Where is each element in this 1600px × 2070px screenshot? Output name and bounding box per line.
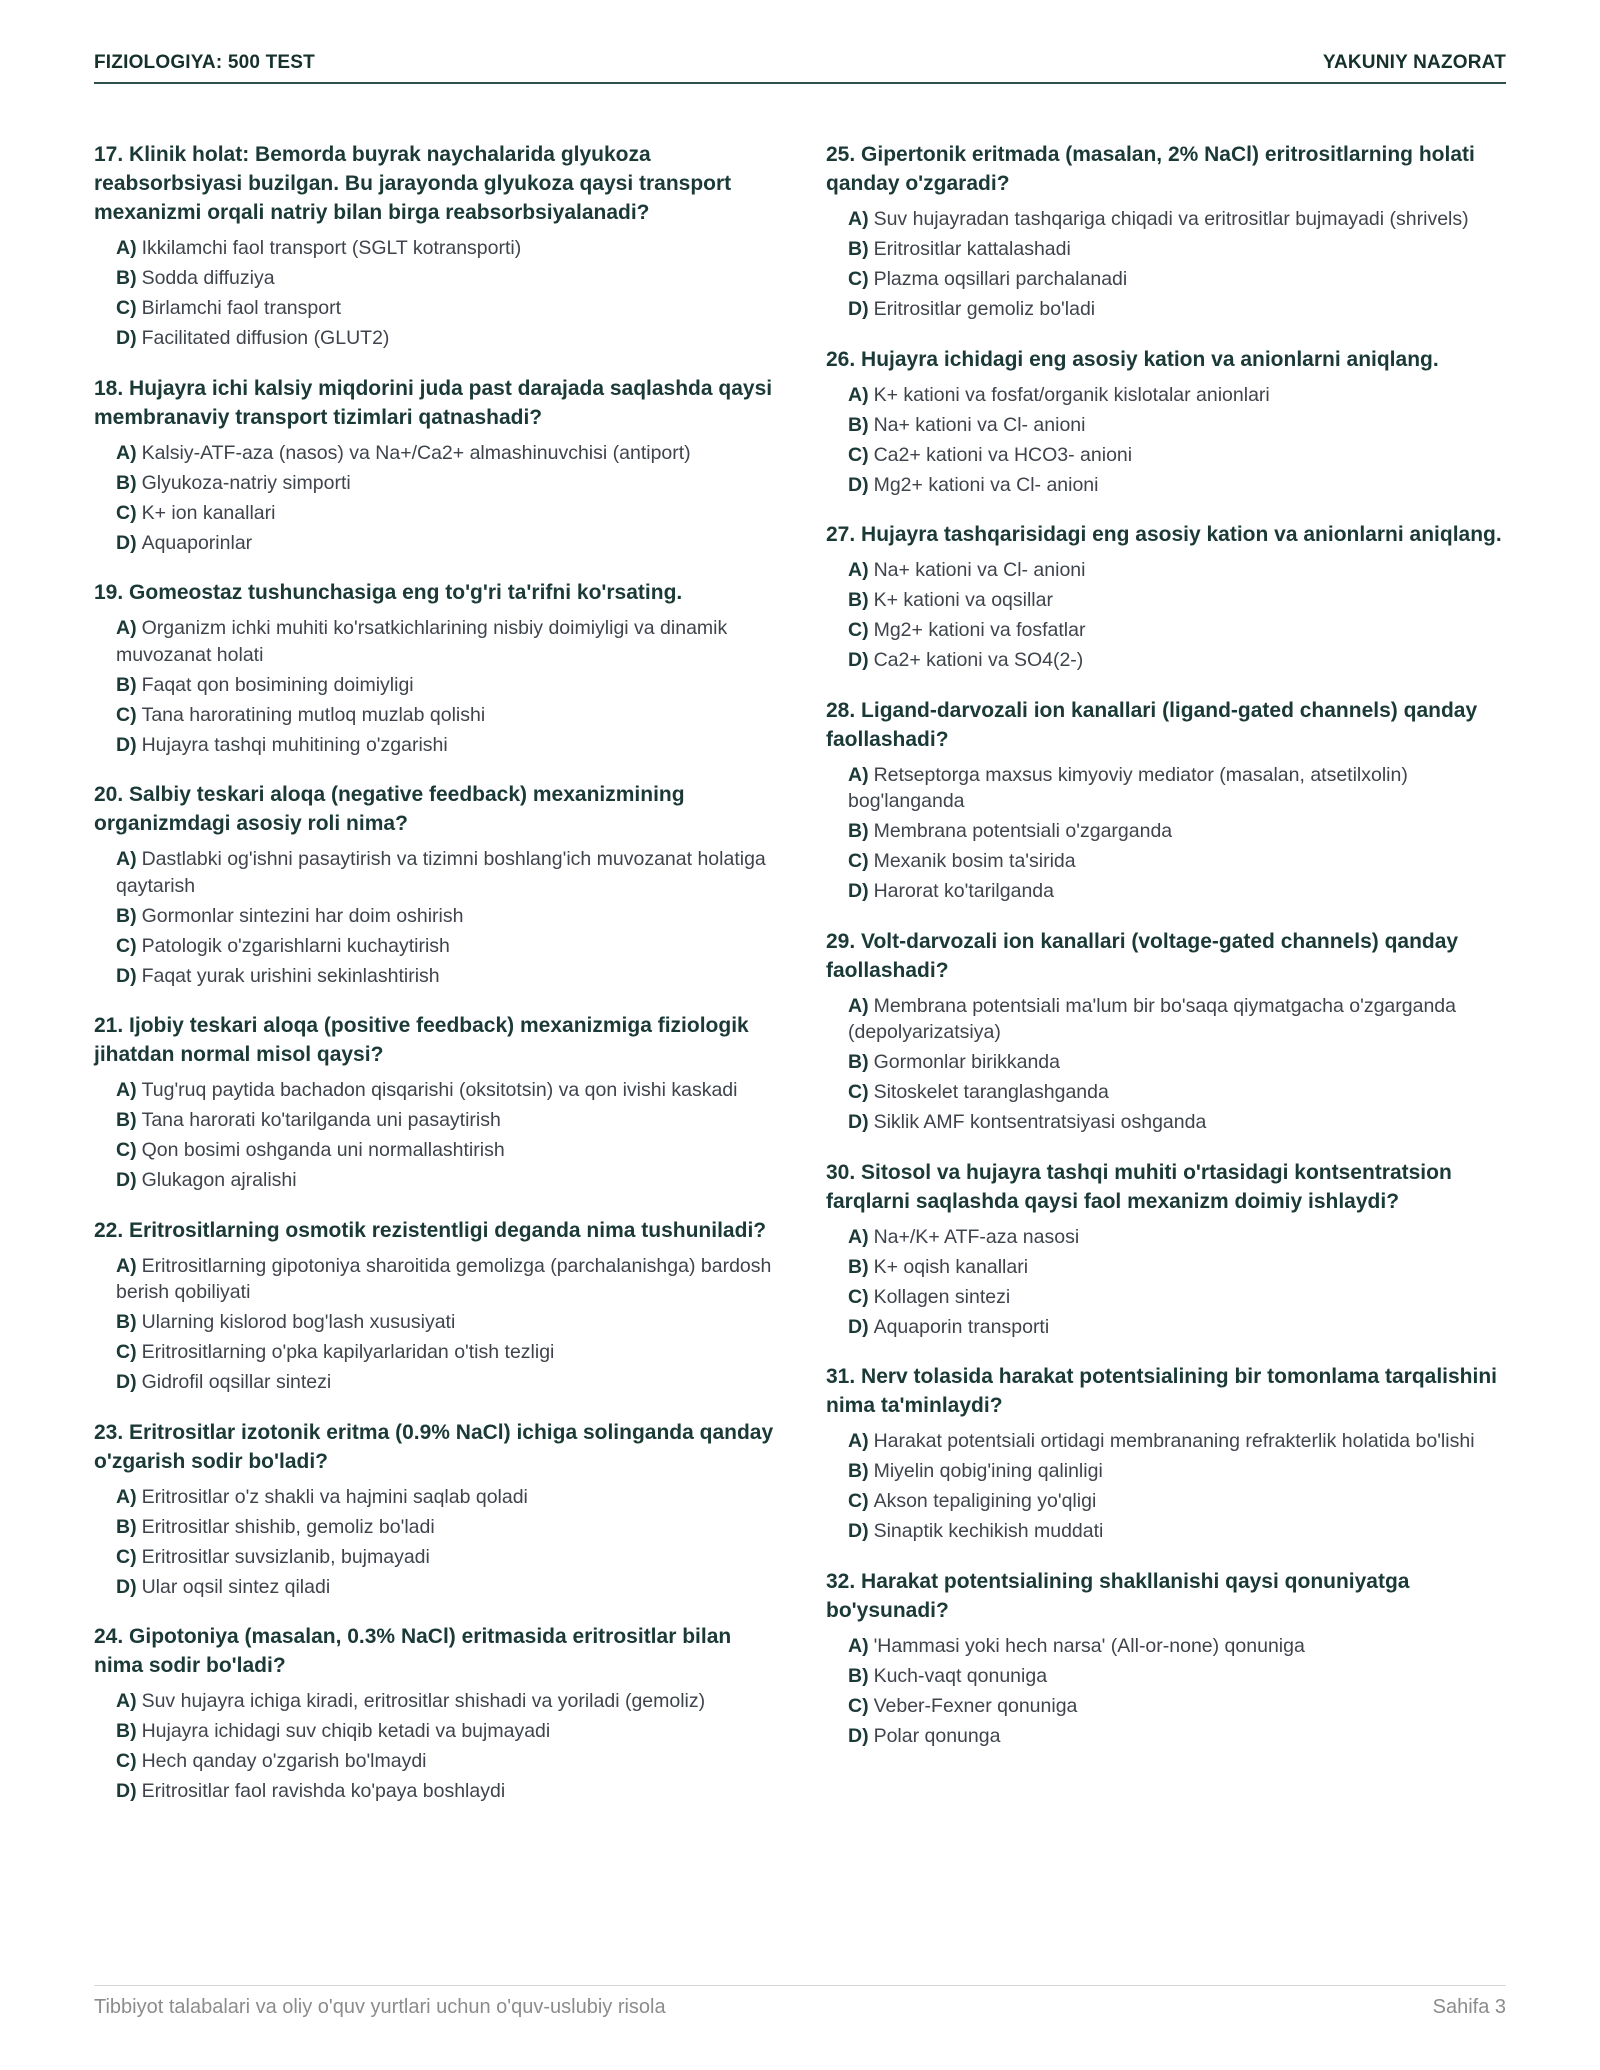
option-letter: B)	[848, 1051, 869, 1073]
answer-option	[826, 587, 1516, 614]
option-letter: A)	[116, 441, 137, 464]
option-text: K+ kationi va fosfat/organik kislotalar anionlari	[873, 383, 1270, 406]
page-footer	[94, 1985, 1506, 2019]
answer-option	[826, 1284, 1516, 1311]
answer-option	[94, 672, 784, 699]
option-text: Retseptorga maxsus kimyoviy mediator (masalan, atsetilxolin) bog'langanda	[848, 763, 1408, 812]
header-section: YAKUNIY NAZORAT	[1322, 52, 1506, 73]
answer-option	[826, 382, 1516, 409]
option-letter: D)	[116, 964, 137, 987]
option-letter: A)	[116, 617, 137, 639]
question-title: 29. Volt-darvozali ion kanallari (voltage-gated channels) qanday faollashadi?	[826, 929, 1459, 982]
option-text: Kuch-vaqt qonuniga	[873, 1664, 1048, 1687]
option-letter: D)	[116, 1169, 137, 1191]
answer-option	[826, 557, 1516, 584]
answer-option	[826, 1079, 1516, 1106]
option-letter: D)	[116, 1575, 137, 1598]
option-letter: A)	[848, 383, 869, 406]
answer-option	[94, 1309, 784, 1336]
option-text: Glukagon ajralishi	[141, 1169, 297, 1191]
answer-option	[826, 206, 1516, 233]
option-letter: D)	[848, 1724, 869, 1747]
option-text: Suv hujayradan tashqariga chiqadi va eritrositlar bujmayadi (shrivels)	[873, 208, 1469, 230]
answer-option	[826, 236, 1516, 263]
option-letter: D)	[116, 531, 137, 554]
answer-option	[826, 848, 1516, 875]
answer-option	[94, 732, 784, 759]
answer-option	[826, 1109, 1516, 1136]
question-title: 31. Nerv tolasida harakat potentsialining bir tomonlama tarqalishini nima ta'minlaydi?	[826, 1365, 1497, 1417]
question-block	[826, 1362, 1516, 1545]
question-title: 24. Gipotoniya (masalan, 0.3% NaCl) eritmasida eritrositlar bilan nima sodir bo'ladi?	[94, 1625, 732, 1677]
option-text: Hujayra tashqi muhitining o'zgarishi	[141, 733, 448, 756]
answer-option	[826, 1314, 1516, 1341]
option-letter: B)	[848, 1460, 869, 1482]
option-text: Kalsiy-ATF-aza (nasos) va Na+/Ca2+ almashinuvchisi (antiport)	[141, 441, 691, 464]
option-letter: C)	[116, 1341, 137, 1363]
option-text: Eritrositlar kattalashadi	[873, 238, 1071, 260]
option-letter: D)	[116, 733, 137, 756]
page-header	[94, 52, 1506, 84]
option-letter: C)	[116, 501, 137, 524]
option-letter: B)	[848, 413, 869, 436]
option-letter: D)	[848, 298, 869, 320]
option-letter: A)	[848, 208, 869, 230]
answer-option	[826, 296, 1516, 323]
option-text: Na+ kationi va Cl- anioni	[873, 559, 1086, 581]
option-letter: B)	[116, 673, 137, 696]
option-text: Glyukoza-natriy simporti	[141, 471, 351, 494]
option-letter: C)	[116, 934, 137, 957]
option-letter: D)	[848, 880, 869, 902]
option-text: Akson tepaligining yo'qligi	[873, 1490, 1097, 1512]
option-text: Tug'ruq paytida bachadon qisqarishi (oksitotsin) va qon ivishi kaskadi	[141, 1079, 738, 1101]
option-text: Eritrositlarning o'pka kapilyarlaridan o'tish tezligi	[141, 1341, 555, 1363]
answer-option	[94, 470, 784, 497]
answer-option	[826, 1224, 1516, 1251]
answer-option	[826, 1254, 1516, 1281]
option-text: Plazma oqsillari parchalanadi	[873, 268, 1128, 290]
page-number: Sahifa 3	[1432, 1996, 1506, 2018]
option-text: Kollagen sintezi	[873, 1285, 1011, 1308]
option-letter: D)	[848, 1315, 869, 1338]
option-letter: A)	[848, 1634, 869, 1657]
question-title: 18. Hujayra ichi kalsiy miqdorini juda past darajada saqlashda qaysi membranaviy transport tizimlari qatnashadi?	[94, 376, 773, 429]
option-letter: D)	[848, 473, 869, 496]
answer-option	[94, 702, 784, 729]
question-block	[826, 1567, 1516, 1750]
answer-option	[94, 933, 784, 960]
question-block	[94, 140, 784, 352]
answer-option	[94, 325, 784, 352]
option-letter: C)	[848, 1694, 869, 1717]
option-letter: C)	[848, 1490, 869, 1512]
answer-option	[94, 1514, 784, 1541]
answer-option	[826, 993, 1516, 1046]
option-text: Hech qanday o'zgarish bo'lmaydi	[141, 1750, 427, 1772]
option-text: Na+ kationi va Cl- anioni	[873, 413, 1086, 436]
option-text: Veber-Fexner qonuniga	[873, 1694, 1078, 1717]
option-text: Tana harorati ko'tarilganda uni pasaytirish	[141, 1109, 501, 1131]
answer-option	[94, 265, 784, 292]
option-text: Mg2+ kationi va fosfatlar	[873, 619, 1086, 641]
option-text: Sitoskelet taranglashganda	[873, 1081, 1109, 1103]
left-column	[94, 140, 784, 1827]
option-letter: B)	[116, 471, 137, 494]
option-letter: C)	[848, 1081, 869, 1103]
option-letter: C)	[116, 297, 137, 319]
answer-option	[94, 846, 784, 899]
option-text: Membrana potentsiali ma'lum bir bo'saqa qiymatgacha o'zgarganda (depolyarizatsiya)	[848, 994, 1456, 1043]
answer-option	[826, 617, 1516, 644]
option-letter: A)	[116, 1079, 137, 1101]
option-letter: A)	[848, 763, 869, 786]
answer-option	[826, 266, 1516, 293]
answer-option	[826, 1488, 1516, 1515]
option-text: Eritrositlar suvsizlanib, bujmayadi	[141, 1545, 430, 1568]
option-letter: A)	[848, 1430, 869, 1452]
option-letter: B)	[116, 1109, 137, 1131]
option-text: Eritrositlar faol ravishda ko'paya boshlaydi	[141, 1780, 506, 1802]
answer-option	[94, 1574, 784, 1601]
option-text: Eritrositlar o'z shakli va hajmini saqlab qoladi	[141, 1485, 528, 1508]
answer-option	[94, 1369, 784, 1396]
answer-option	[826, 1428, 1516, 1455]
answer-option	[94, 1484, 784, 1511]
option-text: Gormonlar birikkanda	[873, 1051, 1060, 1073]
option-letter: C)	[848, 268, 869, 290]
answer-option	[94, 530, 784, 557]
option-letter: D)	[116, 1780, 137, 1802]
option-letter: B)	[116, 267, 137, 289]
answer-option	[94, 1544, 784, 1571]
option-letter: A)	[848, 559, 869, 581]
option-text: Ular oqsil sintez qiladi	[141, 1575, 331, 1598]
answer-option	[94, 1778, 784, 1805]
answer-option	[826, 1663, 1516, 1690]
footer-text: Tibbiyot talabalari va oliy o'quv yurtlari uchun o'quv-uslubiy risola	[94, 1996, 666, 2018]
answer-option	[94, 235, 784, 262]
question-block	[826, 696, 1516, 905]
answer-option	[826, 647, 1516, 674]
option-text: Tana haroratining mutloq muzlab qolishi	[141, 703, 486, 726]
option-text: Hujayra ichidagi suv chiqib ketadi va bujmayadi	[141, 1720, 551, 1742]
option-letter: B)	[848, 589, 869, 611]
answer-option	[826, 762, 1516, 815]
question-block	[94, 780, 784, 989]
option-text: Faqat yurak urishini sekinlashtirish	[141, 964, 440, 987]
option-letter: D)	[116, 327, 137, 349]
option-text: Patologik o'zgarishlarni kuchaytirish	[141, 934, 450, 957]
option-text: Faqat qon bosimining doimiyligi	[141, 673, 414, 696]
option-letter: A)	[116, 1254, 137, 1277]
answer-option	[94, 1253, 784, 1306]
option-letter: B)	[116, 1311, 137, 1333]
answer-option	[94, 1107, 784, 1134]
option-letter: C)	[116, 703, 137, 726]
question-title: 27. Hujayra tashqarisidagi eng asosiy kation va anionlarni aniqlang.	[826, 523, 1502, 546]
option-letter: B)	[116, 1720, 137, 1742]
question-title: 20. Salbiy teskari aloqa (negative feedback) mexanizmining organizmdagi asosiy roli nima?	[94, 783, 685, 835]
question-title: 23. Eritrositlar izotonik eritma (0.9% NaCl) ichiga solinganda qanday o'zgarish sodir bo'ladi?	[94, 1420, 774, 1473]
answer-option	[826, 472, 1516, 499]
answer-option	[94, 1137, 784, 1164]
answer-option	[94, 1718, 784, 1745]
option-letter: A)	[116, 237, 137, 259]
option-letter: B)	[848, 1255, 869, 1278]
option-text: Membrana potentsiali o'zgarganda	[873, 820, 1173, 842]
question-block	[94, 578, 784, 758]
question-title: 19. Gomeostaz tushunchasiga eng to'g'ri ta'rifni ko'rsating.	[94, 581, 683, 604]
right-column	[826, 140, 1516, 1771]
option-text: Eritrositlar shishib, gemoliz bo'ladi	[141, 1515, 435, 1538]
answer-option	[94, 295, 784, 322]
answer-option	[94, 440, 784, 467]
answer-option	[826, 1049, 1516, 1076]
option-letter: B)	[116, 904, 137, 927]
answer-option	[94, 963, 784, 990]
answer-option	[94, 903, 784, 930]
answer-option	[826, 442, 1516, 469]
question-title: 25. Gipertonik eritmada (masalan, 2% NaCl) eritrositlarning holati qanday o'zgaradi?	[826, 143, 1475, 195]
answer-option	[826, 878, 1516, 905]
option-text: Ca2+ kationi va HCO3- anioni	[873, 443, 1133, 466]
option-text: Organizm ichki muhiti ko'rsatkichlarining nisbiy doimiyligi va dinamik muvozanat holati	[116, 617, 728, 666]
option-text: Aquaporinlar	[141, 531, 253, 554]
answer-option	[94, 1688, 784, 1715]
answer-option	[826, 1693, 1516, 1720]
option-text: Siklik AMF kontsentratsiyasi oshganda	[873, 1111, 1207, 1133]
option-text: Harakat potentsiali ortidagi membrananing refrakterlik holatida bo'lishi	[873, 1430, 1475, 1452]
question-title: 32. Harakat potentsialining shakllanishi qaysi qonuniyatga bo'ysunadi?	[826, 1569, 1410, 1622]
question-title: 17. Klinik holat: Bemorda buyrak naychalarida glyukoza reabsorbsiyasi buzilgan. Bu jarayonda glyukoza qaysi transport mexanizmi orqali natriy bilan birga reabsorbsiyalanadi?	[94, 143, 732, 224]
option-letter: C)	[848, 1285, 869, 1308]
answer-option	[826, 1458, 1516, 1485]
option-letter: D)	[848, 1111, 869, 1133]
option-letter: B)	[848, 820, 869, 842]
option-text: Aquaporin transporti	[873, 1315, 1050, 1338]
option-letter: D)	[116, 1371, 137, 1393]
option-letter: C)	[848, 619, 869, 641]
answer-option	[826, 1723, 1516, 1750]
question-block	[826, 927, 1516, 1136]
answer-option	[94, 1748, 784, 1775]
answer-option	[94, 500, 784, 527]
question-block	[826, 345, 1516, 499]
option-letter: A)	[116, 1690, 137, 1712]
answer-option	[826, 1633, 1516, 1660]
answer-option	[826, 412, 1516, 439]
option-letter: C)	[116, 1139, 137, 1161]
option-text: Mexanik bosim ta'sirida	[873, 850, 1076, 872]
option-text: 'Hammasi yoki hech narsa' (All-or-none) qonuniga	[873, 1634, 1305, 1657]
option-text: K+ ion kanallari	[141, 501, 276, 524]
option-text: Ikkilamchi faol transport (SGLT kotransporti)	[141, 237, 522, 259]
option-text: Harorat ko'tarilganda	[873, 880, 1054, 902]
option-letter: A)	[848, 994, 869, 1017]
option-letter: D)	[848, 1520, 869, 1542]
option-letter: C)	[116, 1750, 137, 1772]
option-text: K+ kationi va oqsillar	[873, 589, 1053, 611]
option-letter: D)	[848, 649, 869, 671]
answer-option	[94, 1077, 784, 1104]
question-block	[826, 1158, 1516, 1341]
question-block	[94, 1011, 784, 1194]
option-text: Eritrositlarning gipotoniya sharoitida gemolizga (parchalanishga) bardosh berish qobiliyati	[116, 1254, 772, 1303]
option-text: Ca2+ kationi va SO4(2-)	[873, 649, 1084, 671]
answer-option	[94, 1167, 784, 1194]
answer-option	[826, 818, 1516, 845]
option-text: Qon bosimi oshganda uni normallashtirish	[141, 1139, 505, 1161]
question-block	[94, 1418, 784, 1601]
option-letter: B)	[116, 1515, 137, 1538]
option-text: Ularning kislorod bog'lash xususiyati	[141, 1311, 456, 1333]
question-block	[94, 374, 784, 557]
option-letter: A)	[848, 1225, 869, 1248]
answer-option	[94, 615, 784, 668]
option-text: Eritrositlar gemoliz bo'ladi	[873, 298, 1096, 320]
option-text: Na+/K+ ATF-aza nasosi	[873, 1225, 1080, 1248]
question-title: 28. Ligand-darvozali ion kanallari (ligand-gated channels) qanday faollashadi?	[826, 698, 1478, 751]
answer-option	[826, 1518, 1516, 1545]
option-text: Gormonlar sintezini har doim oshirish	[141, 904, 464, 927]
option-text: Facilitated diffusion (GLUT2)	[141, 327, 390, 349]
option-letter: C)	[116, 1545, 137, 1568]
question-title: 21. Ijobiy teskari aloqa (positive feedback) mexanizmiga fiziologik jihatdan normal misol qaysi?	[94, 1014, 749, 1066]
option-text: K+ oqish kanallari	[873, 1255, 1029, 1278]
option-text: Suv hujayra ichiga kiradi, eritrositlar shishadi va yoriladi (gemoliz)	[141, 1690, 706, 1712]
question-block	[826, 140, 1516, 323]
option-letter: B)	[848, 238, 869, 260]
option-text: Gidrofil oqsillar sintezi	[141, 1371, 332, 1393]
option-letter: A)	[116, 848, 137, 870]
question-block	[826, 520, 1516, 674]
header-title: FIZIOLOGIYA: 500 TEST	[94, 52, 315, 73]
option-text: Miyelin qobig'ining qalinligi	[873, 1460, 1103, 1482]
option-text: Mg2+ kationi va Cl- anioni	[873, 473, 1099, 496]
option-letter: C)	[848, 443, 869, 466]
answer-option	[94, 1339, 784, 1366]
option-text: Dastlabki og'ishni pasaytirish va tizimni boshlang'ich muvozanat holatiga qaytarish	[116, 848, 766, 897]
question-title: 30. Sitosol va hujayra tashqi muhiti o'rtasidagi kontsentratsion farqlarni saqlashda qaysi faol mexanizm doimiy ishlaydi?	[826, 1160, 1452, 1213]
option-letter: B)	[848, 1664, 869, 1687]
option-letter: C)	[848, 850, 869, 872]
question-title: 26. Hujayra ichidagi eng asosiy kation va anionlarni aniqlang.	[826, 347, 1439, 371]
question-block	[94, 1216, 784, 1396]
option-text: Polar qonunga	[873, 1724, 1001, 1747]
option-letter: A)	[116, 1485, 137, 1508]
question-title: 22. Eritrositlarning osmotik rezistentligi deganda nima tushuniladi?	[94, 1218, 767, 1242]
option-text: Sodda diffuziya	[141, 267, 275, 289]
option-text: Sinaptik kechikish muddati	[873, 1520, 1104, 1542]
option-text: Birlamchi faol transport	[141, 297, 341, 319]
question-block	[94, 1622, 784, 1805]
